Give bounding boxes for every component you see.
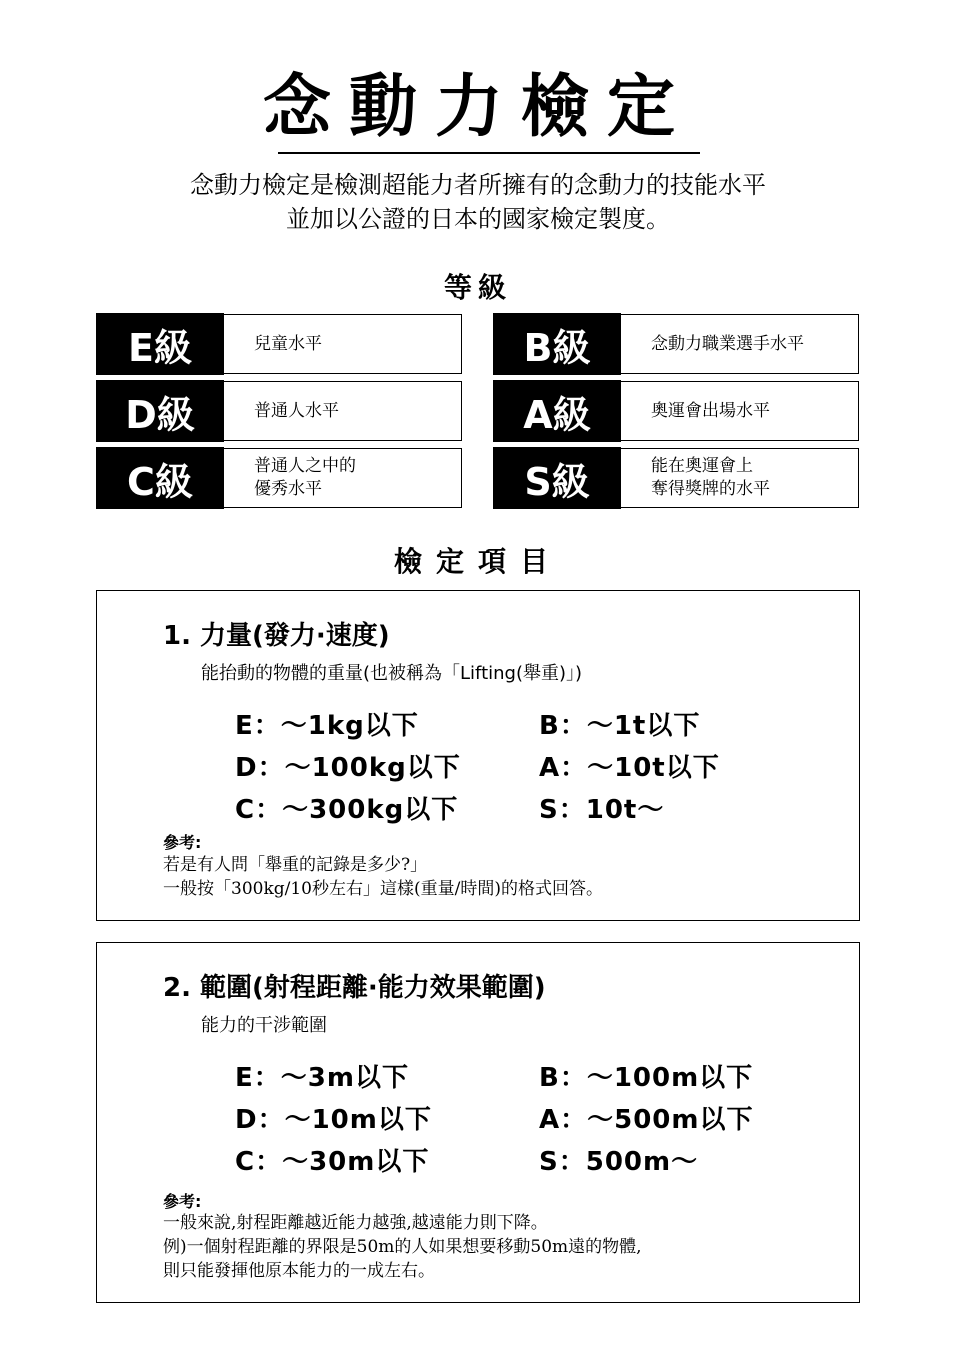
page-title: 念動力檢定 — [262, 68, 693, 147]
level-d: D：～100kg以下 — [235, 753, 461, 783]
item-subtitle: 能抬動的物體的重量(也被稱為「Lifting(舉重)」) — [201, 663, 583, 684]
intro-line-1: 念動力檢定是檢測超能力者所擁有的念動力的技能水平 — [190, 171, 766, 199]
grade-row-c — [96, 448, 462, 508]
grades-heading: 等級 — [443, 271, 512, 304]
grade-row-e — [96, 314, 462, 374]
grade-badge: S級 — [493, 447, 621, 509]
level-b: B：～1t以下 — [539, 711, 701, 741]
intro-line-2: 並加以公證的日本的國家檢定製度。 — [286, 205, 670, 233]
title-underline — [278, 152, 700, 154]
level-e: E：～1kg以下 — [235, 711, 419, 741]
grade-description: 奧運會出場水平 — [621, 381, 859, 441]
item-title: 2. 範圍(射程距離·能力效果範圍) — [163, 973, 546, 1003]
level-c: C：～300kg以下 — [235, 795, 459, 825]
grade-badge: B級 — [493, 313, 621, 375]
item-panel-strength — [96, 590, 860, 921]
note-line: 例)一個射程距離的界限是50m的人如果想要移動50m遠的物體, — [163, 1237, 642, 1257]
level-d: D：～10m以下 — [235, 1105, 432, 1135]
item-panel-range — [96, 942, 860, 1303]
level-e: E：～3m以下 — [235, 1063, 409, 1093]
intro-text — [0, 168, 956, 236]
grade-row-s — [493, 448, 859, 508]
grade-row-b — [493, 314, 859, 374]
level-c: C：～30m以下 — [235, 1147, 430, 1177]
level-a: A：～500m以下 — [539, 1105, 754, 1135]
note-line: 則只能發揮他原本能力的一成左右。 — [163, 1261, 435, 1281]
grade-description: 能在奧運會上 奪得獎牌的水平 — [621, 448, 859, 508]
grade-description: 普通人之中的 優秀水平 — [224, 448, 462, 508]
level-b: B：～100m以下 — [539, 1063, 754, 1093]
note-label: 參考: — [163, 833, 202, 852]
note-label: 參考: — [163, 1192, 202, 1211]
grade-badge: C級 — [96, 447, 224, 509]
grade-description: 念動力職業選手水平 — [621, 314, 859, 374]
item-title: 1. 力量(發力·速度) — [163, 621, 390, 651]
items-heading: 檢定項目 — [393, 545, 562, 578]
grade-description: 普通人水平 — [224, 381, 462, 441]
note-line: 若是有人問「舉重的記錄是多少?」 — [163, 855, 428, 875]
grade-row-a — [493, 381, 859, 441]
level-s: S：10t～ — [539, 795, 665, 825]
grade-badge: D級 — [96, 380, 224, 442]
grade-badge: A級 — [493, 380, 621, 442]
note-line: 一般來說,射程距離越近能力越強,越遠能力則下降。 — [163, 1213, 548, 1233]
grade-badge: E級 — [96, 313, 224, 375]
item-subtitle: 能力的干涉範圍 — [201, 1015, 327, 1036]
grade-description: 兒童水平 — [224, 314, 462, 374]
level-a: A：～10t以下 — [539, 753, 720, 783]
grade-row-d — [96, 381, 462, 441]
note-line: 一般按「300kg/10秒左右」這樣(重量/時間)的格式回答。 — [163, 879, 603, 899]
level-s: S：500m～ — [539, 1147, 699, 1177]
